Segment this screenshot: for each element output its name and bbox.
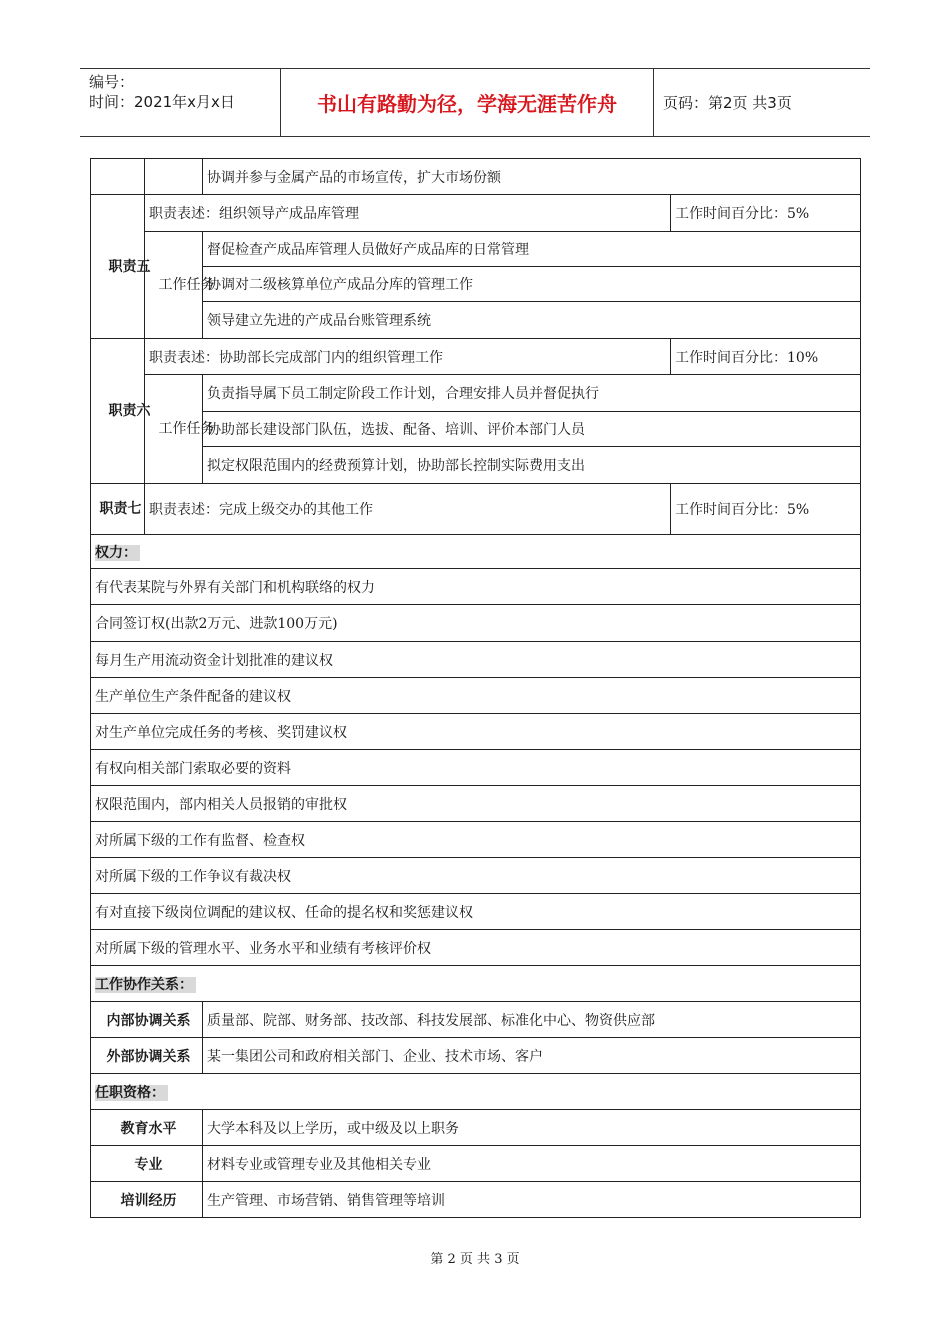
internal-relations-label: 内部协调关系 (91, 1002, 203, 1038)
qualifications-title: 任职资格： (91, 1074, 861, 1110)
power-row (91, 858, 861, 894)
duty-5-task-row (91, 232, 861, 267)
page-footer: 第 2 页 共 3 页 (430, 1252, 520, 1267)
job-description-table (90, 158, 861, 1218)
power-row (91, 569, 861, 605)
duty-5-task-label: 工作任务 (145, 232, 203, 339)
power-row (91, 750, 861, 786)
blank-cell (91, 159, 145, 195)
powers-title: 权力： (91, 535, 861, 569)
task-item: 负责指导属下员工制定阶段工作计划，合理安排人员并督促执行 (203, 375, 861, 412)
duty-6-percent: 工作时间百分比：10% (671, 339, 861, 375)
power-item: 有权向相关部门索取必要的资料 (91, 750, 861, 786)
task-item: 领导建立先进的产成品台账管理系统 (203, 302, 861, 339)
task-item: 拟定权限范围内的经费预算计划，协助部长控制实际费用支出 (203, 447, 861, 484)
duty-5-label: 职责五 (91, 195, 145, 339)
number-label: 编号： (89, 73, 135, 91)
internal-relations-value: 质量部、院部、财务部、技改部、科技发展部、标准化中心、物资供应部 (203, 1002, 861, 1038)
duty-6-task-row (91, 375, 861, 412)
power-row (91, 786, 861, 822)
duty-5-task-row (91, 302, 861, 339)
internal-relations-row (91, 1002, 861, 1038)
duty-6-desc-row (91, 339, 861, 375)
power-row (91, 678, 861, 714)
power-item: 对生产单位完成任务的考核、奖罚建议权 (91, 714, 861, 750)
external-relations-label: 外部协调关系 (91, 1038, 203, 1074)
powers-section-row (91, 535, 861, 569)
duty-6-task-label: 工作任务 (145, 375, 203, 484)
power-row (91, 822, 861, 858)
power-item: 每月生产用流动资金计划批准的建议权 (91, 642, 861, 678)
duty-7-row (91, 484, 861, 535)
education-value: 大学本科及以上学历，或中级及以上职务 (203, 1110, 861, 1146)
header-page-label: 页码：第2页 共3页 (663, 94, 792, 112)
power-item: 有代表某院与外界有关部门和机构联络的权力 (91, 569, 861, 605)
header-motto: 书山有路勤为径，学海无涯苦作舟 (281, 69, 654, 136)
power-item: 对所属下级的工作争议有裁决权 (91, 858, 861, 894)
duty-6-label: 职责六 (91, 339, 145, 484)
qualifications-section-row (91, 1074, 861, 1110)
major-label: 专业 (91, 1146, 203, 1182)
task-item: 督促检查产成品库管理人员做好产成品库的日常管理 (203, 232, 861, 267)
major-value: 材料专业或管理专业及其他相关专业 (203, 1146, 861, 1182)
power-row (91, 605, 861, 642)
external-relations-row (91, 1038, 861, 1074)
power-item: 对所属下级的管理水平、业务水平和业绩有考核评价权 (91, 930, 861, 966)
power-item: 生产单位生产条件配备的建议权 (91, 678, 861, 714)
time-label: 时间：2021年x月x日 (89, 93, 235, 111)
external-relations-value: 某一集团公司和政府相关部门、企业、技术市场、客户 (203, 1038, 861, 1074)
power-item: 权限范围内，部内相关人员报销的审批权 (91, 786, 861, 822)
duty-7-percent: 工作时间百分比：5% (671, 484, 861, 535)
power-row (91, 642, 861, 678)
power-row (91, 714, 861, 750)
training-value: 生产管理、市场营销、销售管理等培训 (203, 1182, 861, 1218)
duty-5-desc: 职责表述：组织领导产成品库管理 (145, 195, 671, 232)
duty-5-desc-row (91, 195, 861, 232)
task-item: 协调并参与金属产品的市场宣传，扩大市场份额 (203, 159, 861, 195)
duty-6-task-row (91, 447, 861, 484)
duty-continuation-row (91, 159, 861, 195)
duty-7-desc: 职责表述：完成上级交办的其他工作 (145, 484, 671, 535)
power-item: 合同签订权(出款2万元、进款100万元) (91, 605, 861, 642)
task-item: 协助部长建设部门队伍，选拔、配备、培训、评价本部门人员 (203, 412, 861, 447)
task-item: 协调对二级核算单位产成品分库的管理工作 (203, 267, 861, 302)
power-row (91, 930, 861, 966)
education-row (91, 1110, 861, 1146)
major-row (91, 1146, 861, 1182)
relations-title: 工作协作关系： (91, 966, 861, 1002)
education-label: 教育水平 (91, 1110, 203, 1146)
blank-cell (145, 159, 203, 195)
duty-6-desc: 职责表述：协助部长完成部门内的组织管理工作 (145, 339, 671, 375)
training-row (91, 1182, 861, 1218)
training-label: 培训经历 (91, 1182, 203, 1218)
power-item: 对所属下级的工作有监督、检查权 (91, 822, 861, 858)
header-meta (80, 69, 281, 136)
duty-7-label: 职责七 (91, 484, 145, 535)
power-row (91, 894, 861, 930)
duty-5-percent: 工作时间百分比：5% (671, 195, 861, 232)
relations-section-row (91, 966, 861, 1002)
page-header (80, 68, 870, 137)
power-item: 有对直接下级岗位调配的建议权、任命的提名权和奖惩建议权 (91, 894, 861, 930)
